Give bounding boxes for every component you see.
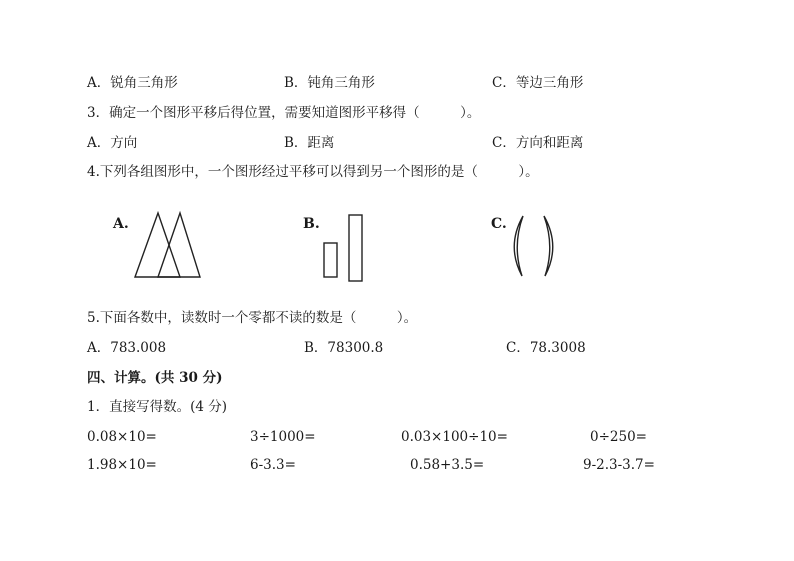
q5-option-a: A．783.008 [87, 340, 167, 356]
q5-option-c: C．78.3008 [506, 340, 586, 356]
q3-option-a: A．方向 [87, 135, 138, 151]
calc-item: 9-2.3-3.7= [583, 457, 655, 473]
q3-option-b: B．距离 [284, 135, 335, 151]
q4-figure-c-crescents [510, 212, 560, 282]
q2-option-c: C．等边三角形 [492, 75, 584, 91]
q2-option-b: B．钝角三角形 [284, 75, 375, 91]
q3-option-c: C．方向和距离 [492, 135, 584, 151]
calc-item: 3÷1000= [250, 429, 316, 445]
calc-item: 0.08×10= [87, 429, 157, 445]
calc-item: 6-3.3= [250, 457, 296, 473]
section4-subheading: 1．直接写得数。(4 分) [87, 399, 228, 415]
calc-item: 0.03×100÷10= [401, 429, 508, 445]
q3-text: 3．确定一个图形平移后得位置，需要知道图形平移得（ ）。 [87, 105, 481, 121]
q2-option-a: A．锐角三角形 [87, 75, 178, 91]
q5-text: 5.下面各数中，读数时一个零都不读的数是（ ）。 [87, 310, 418, 326]
section4-heading: 四、计算。(共 30 分) [87, 370, 223, 386]
calc-item: 0.58+3.5= [410, 457, 485, 473]
q4-label-c: C. [491, 216, 507, 232]
q4-figure-a-overlapping-triangles [134, 210, 204, 280]
q4-label-b: B. [303, 216, 320, 232]
q4-text: 4.下列各组图形中，一个图形经过平移可以得到另一个图形的是（ ）。 [87, 164, 539, 180]
q4-label-a: A. [113, 216, 129, 232]
q4-figure-b-rectangles [322, 212, 367, 282]
calc-item: 0÷250= [590, 429, 647, 445]
q5-option-b: B．78300.8 [304, 340, 384, 356]
calc-item: 1.98×10= [87, 457, 157, 473]
